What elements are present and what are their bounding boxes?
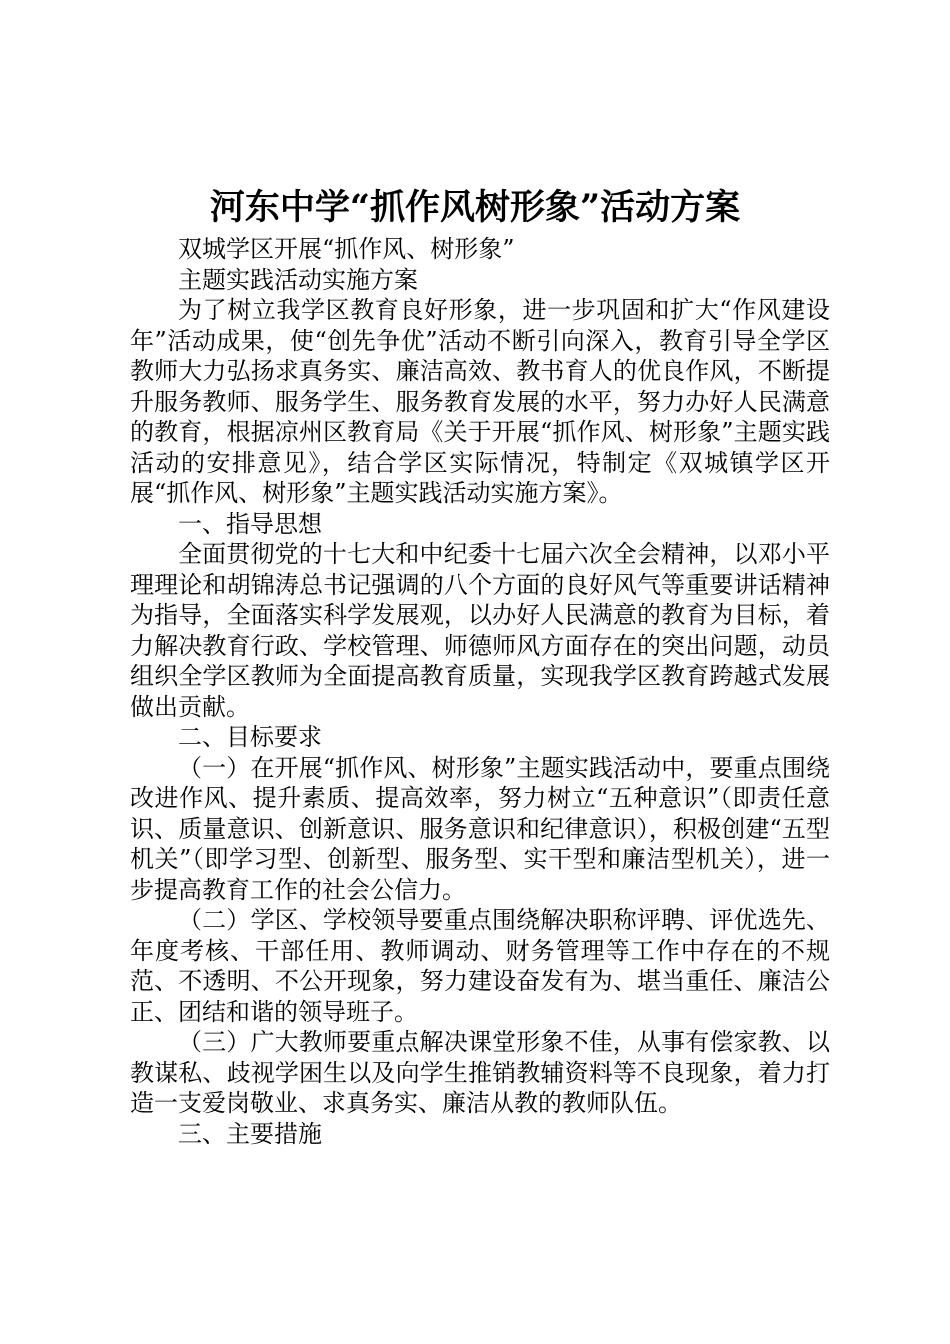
section-heading-measures: 三、主要措施 [178,1119,322,1148]
goal-paragraph-2: （二）学区、学校领导要重点围绕解决职称评聘、评优选先、年度考核、干部任用、教师调动、财务管理等工作中存在的不规范、不透明、不公开现象，努力建设奋发有为、堪当重任、廉洁公正、团结和谐的领导班子。 [130,906,830,1026]
document-body [130,234,830,1149]
section-heading-goals: 二、目标要求 [178,723,322,751]
subtitle-line-1: 双城学区开展“抓作风、树形象” [178,235,515,263]
goal-paragraph-1: （一）在开展“抓作风、树形象”主题实践活动中，要重点围绕改进作风、提升素质、提高效率，努力树立“五种意识”（即责任意识、质量意识、创新意识、服务意识和纪律意识），积极创建“五型机关”（即学习型、创新型、服务型、实干型和廉洁型机关），进一步提高教育工作的社会公信力。 [130,753,830,904]
section-heading-guiding-ideology: 一、指导思想 [178,509,322,538]
document-title: 河东中学“抓作风树形象”活动方案 [209,187,741,228]
goal-paragraph-3: （三）广大教师要重点解决课堂形象不佳，从事有偿家教、以教谋私、歧视学困生以及向学生推销教辅资料等不良现象，着力打造一支爱岗敬业、求真务实、廉洁从教的教师队伍。 [130,1028,830,1117]
subtitle-line-2: 主题实践活动实施方案 [178,265,418,294]
intro-paragraph: 为了树立我学区教育良好形象，进一步巩固和扩大“作风建设年”活动成果，使“创先争优”活动不断引向深入，教育引导全学区教师大力弘扬求真务实、廉洁高效、教书育人的优良作风，不断提升服务教师、服务学生、服务教育发展的水平，努力办好人民满意的教育，根据凉州区教育局《关于开展“抓作风、树形象”主题实践活动的安排意见》，结合学区实际情况，特制定《双城镇学区开展“抓作风、树形象”主题实践活动实施方案》。 [130,296,830,507]
guiding-ideology-paragraph: 全面贯彻党的十七大和中纪委十七届六次全会精神，以邓小平理理论和胡锦涛总书记强调的八个方面的良好风气等重要讲话精神为指导，全面落实科学发展观，以办好人民满意的教育为目标，着力解决教育行政、学校管理、师德师风方面存在的突出问题，动员组织全学区教师为全面提高教育质量，实现我学区教育跨越式发展做出贡献。 [130,540,830,721]
